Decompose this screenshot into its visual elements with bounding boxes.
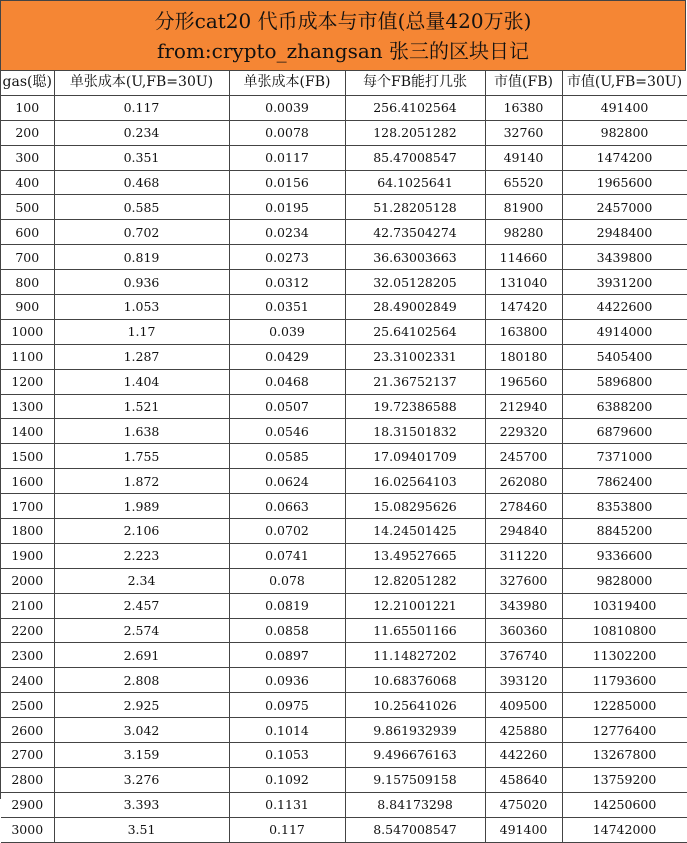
unit-cost-usd-cell: 1.404 xyxy=(54,369,229,394)
market-cap-usd-cell: 2457000 xyxy=(562,195,687,220)
unit-cost-fb-cell: 0.0507 xyxy=(229,394,345,419)
gas-cell: 1200 xyxy=(1,369,54,394)
mints-per-fb-cell: 36.63003663 xyxy=(345,245,485,270)
table-row xyxy=(1,743,687,768)
table-row xyxy=(1,494,687,519)
unit-cost-fb-cell: 0.0936 xyxy=(229,668,345,693)
table-row xyxy=(1,195,687,220)
market-cap-usd-cell: 11793600 xyxy=(562,668,687,693)
header-market-cap-usd: 市值(U,FB=30U) xyxy=(562,71,687,95)
header-row xyxy=(1,71,687,95)
unit-cost-usd-cell: 0.585 xyxy=(54,195,229,220)
gas-cell: 1400 xyxy=(1,419,54,444)
market-cap-usd-cell: 13759200 xyxy=(562,767,687,792)
unit-cost-fb-cell: 0.0468 xyxy=(229,369,345,394)
unit-cost-fb-cell: 0.0273 xyxy=(229,245,345,270)
market-cap-usd-cell: 13267800 xyxy=(562,743,687,768)
market-cap-usd-cell: 12285000 xyxy=(562,693,687,718)
unit-cost-fb-cell: 0.117 xyxy=(229,817,345,842)
table-row xyxy=(1,369,687,394)
market-cap-usd-cell: 7371000 xyxy=(562,444,687,469)
unit-cost-usd-cell: 2.34 xyxy=(54,568,229,593)
market-cap-fb-cell: 360360 xyxy=(485,618,562,643)
mints-per-fb-cell: 8.547008547 xyxy=(345,817,485,842)
table-row xyxy=(1,419,687,444)
unit-cost-fb-cell: 0.0078 xyxy=(229,120,345,145)
unit-cost-usd-cell: 2.574 xyxy=(54,618,229,643)
market-cap-fb-cell: 294840 xyxy=(485,519,562,544)
unit-cost-fb-cell: 0.0624 xyxy=(229,469,345,494)
table-row xyxy=(1,792,687,817)
market-cap-usd-cell: 7862400 xyxy=(562,469,687,494)
table-row xyxy=(1,693,687,718)
gas-cell: 3000 xyxy=(1,817,54,842)
market-cap-fb-cell: 442260 xyxy=(485,743,562,768)
unit-cost-usd-cell: 0.117 xyxy=(54,95,229,120)
unit-cost-fb-cell: 0.0546 xyxy=(229,419,345,444)
mints-per-fb-cell: 9.496676163 xyxy=(345,743,485,768)
gas-cell: 900 xyxy=(1,295,54,320)
market-cap-usd-cell: 11302200 xyxy=(562,643,687,668)
table-row xyxy=(1,394,687,419)
header-market-cap-fb: 市值(FB) xyxy=(485,71,562,95)
table-row xyxy=(1,95,687,120)
gas-cell: 1000 xyxy=(1,319,54,344)
mints-per-fb-cell: 25.64102564 xyxy=(345,319,485,344)
market-cap-fb-cell: 245700 xyxy=(485,444,562,469)
table-row xyxy=(1,543,687,568)
mints-per-fb-cell: 23.31002331 xyxy=(345,344,485,369)
mints-per-fb-cell: 21.36752137 xyxy=(345,369,485,394)
market-cap-fb-cell: 16380 xyxy=(485,95,562,120)
market-cap-fb-cell: 327600 xyxy=(485,568,562,593)
mints-per-fb-cell: 10.68376068 xyxy=(345,668,485,693)
market-cap-usd-cell: 14742000 xyxy=(562,817,687,842)
unit-cost-fb-cell: 0.0702 xyxy=(229,519,345,544)
table-body xyxy=(1,95,687,842)
unit-cost-usd-cell: 3.393 xyxy=(54,792,229,817)
market-cap-usd-cell: 14250600 xyxy=(562,792,687,817)
header-mints-per-fb: 每个FB能打几张 xyxy=(345,71,485,95)
market-cap-usd-cell: 10810800 xyxy=(562,618,687,643)
unit-cost-fb-cell: 0.0234 xyxy=(229,220,345,245)
mints-per-fb-cell: 28.49002849 xyxy=(345,295,485,320)
unit-cost-usd-cell: 3.276 xyxy=(54,767,229,792)
mints-per-fb-cell: 11.14827202 xyxy=(345,643,485,668)
market-cap-usd-cell: 3931200 xyxy=(562,270,687,295)
table-row xyxy=(1,245,687,270)
mints-per-fb-cell: 64.1025641 xyxy=(345,170,485,195)
gas-cell: 2200 xyxy=(1,618,54,643)
unit-cost-fb-cell: 0.1131 xyxy=(229,792,345,817)
market-cap-fb-cell: 114660 xyxy=(485,245,562,270)
gas-cell: 700 xyxy=(1,245,54,270)
cost-table xyxy=(1,71,687,843)
gas-cell: 1800 xyxy=(1,519,54,544)
market-cap-fb-cell: 393120 xyxy=(485,668,562,693)
mints-per-fb-cell: 128.2051282 xyxy=(345,120,485,145)
gas-cell: 500 xyxy=(1,195,54,220)
table-row xyxy=(1,145,687,170)
unit-cost-usd-cell: 1.521 xyxy=(54,394,229,419)
unit-cost-fb-cell: 0.0897 xyxy=(229,643,345,668)
unit-cost-fb-cell: 0.0156 xyxy=(229,170,345,195)
table-row xyxy=(1,469,687,494)
market-cap-fb-cell: 163800 xyxy=(485,319,562,344)
market-cap-usd-cell: 2948400 xyxy=(562,220,687,245)
unit-cost-fb-cell: 0.1053 xyxy=(229,743,345,768)
unit-cost-fb-cell: 0.0741 xyxy=(229,543,345,568)
market-cap-fb-cell: 278460 xyxy=(485,494,562,519)
unit-cost-usd-cell: 2.106 xyxy=(54,519,229,544)
gas-cell: 200 xyxy=(1,120,54,145)
unit-cost-usd-cell: 1.053 xyxy=(54,295,229,320)
unit-cost-fb-cell: 0.0858 xyxy=(229,618,345,643)
table-row xyxy=(1,519,687,544)
market-cap-usd-cell: 10319400 xyxy=(562,593,687,618)
market-cap-usd-cell: 3439800 xyxy=(562,245,687,270)
market-cap-usd-cell: 1965600 xyxy=(562,170,687,195)
gas-cell: 1900 xyxy=(1,543,54,568)
unit-cost-fb-cell: 0.039 xyxy=(229,319,345,344)
gas-cell: 2500 xyxy=(1,693,54,718)
table-row xyxy=(1,120,687,145)
market-cap-usd-cell: 491400 xyxy=(562,95,687,120)
market-cap-fb-cell: 98280 xyxy=(485,220,562,245)
market-cap-fb-cell: 475020 xyxy=(485,792,562,817)
market-cap-fb-cell: 32760 xyxy=(485,120,562,145)
gas-cell: 2600 xyxy=(1,718,54,743)
mints-per-fb-cell: 32.05128205 xyxy=(345,270,485,295)
unit-cost-fb-cell: 0.0117 xyxy=(229,145,345,170)
unit-cost-usd-cell: 0.702 xyxy=(54,220,229,245)
gas-cell: 1300 xyxy=(1,394,54,419)
unit-cost-usd-cell: 2.925 xyxy=(54,693,229,718)
unit-cost-usd-cell: 2.223 xyxy=(54,543,229,568)
mints-per-fb-cell: 13.49527665 xyxy=(345,543,485,568)
market-cap-usd-cell: 982800 xyxy=(562,120,687,145)
market-cap-usd-cell: 6879600 xyxy=(562,419,687,444)
market-cap-fb-cell: 491400 xyxy=(485,817,562,842)
unit-cost-usd-cell: 3.159 xyxy=(54,743,229,768)
mints-per-fb-cell: 8.84173298 xyxy=(345,792,485,817)
market-cap-fb-cell: 262080 xyxy=(485,469,562,494)
mints-per-fb-cell: 51.28205128 xyxy=(345,195,485,220)
market-cap-fb-cell: 311220 xyxy=(485,543,562,568)
mints-per-fb-cell: 14.24501425 xyxy=(345,519,485,544)
mints-per-fb-cell: 19.72386588 xyxy=(345,394,485,419)
table-row xyxy=(1,618,687,643)
market-cap-fb-cell: 343980 xyxy=(485,593,562,618)
unit-cost-usd-cell: 2.808 xyxy=(54,668,229,693)
unit-cost-fb-cell: 0.0585 xyxy=(229,444,345,469)
market-cap-fb-cell: 49140 xyxy=(485,145,562,170)
market-cap-fb-cell: 65520 xyxy=(485,170,562,195)
table-row xyxy=(1,295,687,320)
title-line-1: 分形cat20 代币成本与市值(总量420万张) xyxy=(154,8,532,33)
unit-cost-fb-cell: 0.0663 xyxy=(229,494,345,519)
mints-per-fb-cell: 11.65501166 xyxy=(345,618,485,643)
unit-cost-usd-cell: 1.17 xyxy=(54,319,229,344)
market-cap-fb-cell: 409500 xyxy=(485,693,562,718)
gas-cell: 2900 xyxy=(1,792,54,817)
table-row xyxy=(1,344,687,369)
unit-cost-usd-cell: 3.042 xyxy=(54,718,229,743)
unit-cost-fb-cell: 0.0975 xyxy=(229,693,345,718)
mints-per-fb-cell: 256.4102564 xyxy=(345,95,485,120)
gas-cell: 2000 xyxy=(1,568,54,593)
market-cap-fb-cell: 425880 xyxy=(485,718,562,743)
table-row xyxy=(1,220,687,245)
unit-cost-fb-cell: 0.0195 xyxy=(229,195,345,220)
gas-cell: 2700 xyxy=(1,743,54,768)
market-cap-fb-cell: 229320 xyxy=(485,419,562,444)
mints-per-fb-cell: 42.73504274 xyxy=(345,220,485,245)
unit-cost-usd-cell: 0.936 xyxy=(54,270,229,295)
table-row xyxy=(1,319,687,344)
gas-cell: 800 xyxy=(1,270,54,295)
market-cap-usd-cell: 5405400 xyxy=(562,344,687,369)
gas-cell: 1500 xyxy=(1,444,54,469)
unit-cost-fb-cell: 0.0819 xyxy=(229,593,345,618)
gas-cell: 2300 xyxy=(1,643,54,668)
table-row xyxy=(1,817,687,842)
table-row xyxy=(1,593,687,618)
unit-cost-fb-cell: 0.0039 xyxy=(229,95,345,120)
table-row xyxy=(1,643,687,668)
gas-cell: 400 xyxy=(1,170,54,195)
unit-cost-usd-cell: 0.234 xyxy=(54,120,229,145)
table-row xyxy=(1,718,687,743)
unit-cost-fb-cell: 0.0429 xyxy=(229,344,345,369)
mints-per-fb-cell: 9.861932939 xyxy=(345,718,485,743)
gas-cell: 2400 xyxy=(1,668,54,693)
mints-per-fb-cell: 10.25641026 xyxy=(345,693,485,718)
market-cap-fb-cell: 131040 xyxy=(485,270,562,295)
table-row xyxy=(1,767,687,792)
unit-cost-fb-cell: 0.1092 xyxy=(229,767,345,792)
mints-per-fb-cell: 9.157509158 xyxy=(345,767,485,792)
unit-cost-usd-cell: 0.468 xyxy=(54,170,229,195)
unit-cost-usd-cell: 0.351 xyxy=(54,145,229,170)
market-cap-fb-cell: 81900 xyxy=(485,195,562,220)
market-cap-usd-cell: 5896800 xyxy=(562,369,687,394)
unit-cost-fb-cell: 0.1014 xyxy=(229,718,345,743)
header-unit-cost-fb: 单张成本(FB) xyxy=(229,71,345,95)
market-cap-usd-cell: 6388200 xyxy=(562,394,687,419)
unit-cost-fb-cell: 0.0351 xyxy=(229,295,345,320)
gas-cell: 1600 xyxy=(1,469,54,494)
unit-cost-usd-cell: 1.638 xyxy=(54,419,229,444)
gas-cell: 100 xyxy=(1,95,54,120)
market-cap-fb-cell: 376740 xyxy=(485,643,562,668)
gas-cell: 2100 xyxy=(1,593,54,618)
market-cap-fb-cell: 196560 xyxy=(485,369,562,394)
gas-cell: 1100 xyxy=(1,344,54,369)
market-cap-usd-cell: 9336600 xyxy=(562,543,687,568)
market-cap-usd-cell: 9828000 xyxy=(562,568,687,593)
unit-cost-usd-cell: 1.755 xyxy=(54,444,229,469)
market-cap-usd-cell: 1474200 xyxy=(562,145,687,170)
table-row xyxy=(1,568,687,593)
market-cap-fb-cell: 458640 xyxy=(485,767,562,792)
table-row xyxy=(1,444,687,469)
unit-cost-usd-cell: 1.872 xyxy=(54,469,229,494)
mints-per-fb-cell: 16.02564103 xyxy=(345,469,485,494)
table-row xyxy=(1,170,687,195)
market-cap-fb-cell: 147420 xyxy=(485,295,562,320)
mints-per-fb-cell: 12.21001221 xyxy=(345,593,485,618)
market-cap-usd-cell: 8353800 xyxy=(562,494,687,519)
mints-per-fb-cell: 15.08295626 xyxy=(345,494,485,519)
market-cap-fb-cell: 180180 xyxy=(485,344,562,369)
title-banner xyxy=(1,1,686,71)
gas-cell: 300 xyxy=(1,145,54,170)
unit-cost-usd-cell: 3.51 xyxy=(54,817,229,842)
gas-cell: 2800 xyxy=(1,767,54,792)
gas-cell: 600 xyxy=(1,220,54,245)
unit-cost-usd-cell: 2.691 xyxy=(54,643,229,668)
unit-cost-usd-cell: 0.819 xyxy=(54,245,229,270)
mints-per-fb-cell: 17.09401709 xyxy=(345,444,485,469)
mints-per-fb-cell: 12.82051282 xyxy=(345,568,485,593)
market-cap-usd-cell: 8845200 xyxy=(562,519,687,544)
market-cap-fb-cell: 212940 xyxy=(485,394,562,419)
gas-cell: 1700 xyxy=(1,494,54,519)
header-gas: gas(聪) xyxy=(1,71,54,95)
table-row xyxy=(1,270,687,295)
unit-cost-usd-cell: 2.457 xyxy=(54,593,229,618)
unit-cost-usd-cell: 1.287 xyxy=(54,344,229,369)
mints-per-fb-cell: 18.31501832 xyxy=(345,419,485,444)
market-cap-usd-cell: 4422600 xyxy=(562,295,687,320)
unit-cost-usd-cell: 1.989 xyxy=(54,494,229,519)
unit-cost-fb-cell: 0.0312 xyxy=(229,270,345,295)
market-cap-usd-cell: 12776400 xyxy=(562,718,687,743)
market-cap-usd-cell: 4914000 xyxy=(562,319,687,344)
table-row xyxy=(1,668,687,693)
mints-per-fb-cell: 85.47008547 xyxy=(345,145,485,170)
unit-cost-fb-cell: 0.078 xyxy=(229,568,345,593)
header-unit-cost-usd: 单张成本(U,FB=30U) xyxy=(54,71,229,95)
title-line-2: from:crypto_zhangsan 张三的区块日记 xyxy=(156,38,530,63)
